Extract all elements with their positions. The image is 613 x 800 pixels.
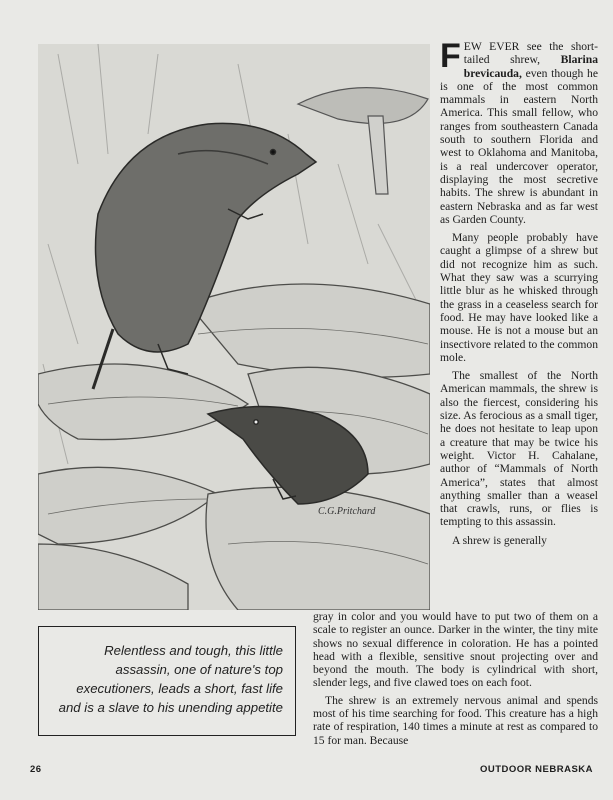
shrew-drawing bbox=[38, 44, 430, 610]
drop-cap: F bbox=[440, 37, 461, 75]
article-paragraph-5: The shrew is an extremely nervous animal and spends most of his time searching for food. This creature has a high rate of respiration, 140 times a minute at rest as compared to 15 for man. Because bbox=[313, 693, 598, 747]
article-paragraph-1 bbox=[440, 37, 598, 226]
shrew-illustration bbox=[38, 44, 430, 610]
article-paragraph-4-start: A shrew is generally bbox=[452, 533, 547, 547]
paragraph-1-rest: even though he is one of the most common mammals in eastern North America. This small fellow, who ranges from southeastern Canada south to southern Florida and west to Oklahoma and Manitoba, is a real undercover operator, displaying the most secretive habits. The shrew is abundant in eastern Nebraska and as far west as Garden County. bbox=[440, 66, 598, 226]
species-name: Blarina brevicauda, bbox=[463, 53, 598, 80]
magazine-title: OUTDOOR NEBRASKA bbox=[479, 764, 593, 775]
artist-signature: C.G.Pritchard bbox=[318, 506, 376, 517]
pull-quote: Relentless and tough, this little assassin, one of nature's top executioners, leads a short, fast life and is a slave to his unending appetite bbox=[38, 626, 296, 736]
article-column-right bbox=[440, 37, 598, 552]
article-paragraph-3: The smallest of the North American mammals, the shrew is also the fiercest, considering his size. As ferocious as a small tiger, he does not hesitate to leap upon a creature that may be twice his weight. Victor H. Cahalane, author of “Mammals of North America”, states that almost anything smaller than a weasel that crawls, runs, or flies is tempting to this assassin. bbox=[440, 369, 598, 529]
article-column-lower bbox=[313, 610, 598, 751]
paragraph-1-lead: EW EVER see the short-tailed shrew, bbox=[463, 40, 598, 67]
article-paragraph-2: Many people probably have caught a glimpse of a shrew but did not recognize him as such. What they saw was a scurrying little blur as he whisked through the grass in a ceaseless search for food. He may have looked like a mouse. He is not a mouse but an insectivore related to the common mole. bbox=[440, 231, 598, 364]
page-number: 26 bbox=[30, 764, 42, 775]
article-paragraph-4-rest: gray in color and you would have to put two of them on a scale to register an ounce. Darker in the winter, the tiny mite shows no sexual difference in coloration. He has a pointed head with a flexible, sensitive snout projecting over and beyond the mouth. The body is cylindrical with short, slender legs, and five clawed toes on each foot. bbox=[313, 610, 598, 690]
